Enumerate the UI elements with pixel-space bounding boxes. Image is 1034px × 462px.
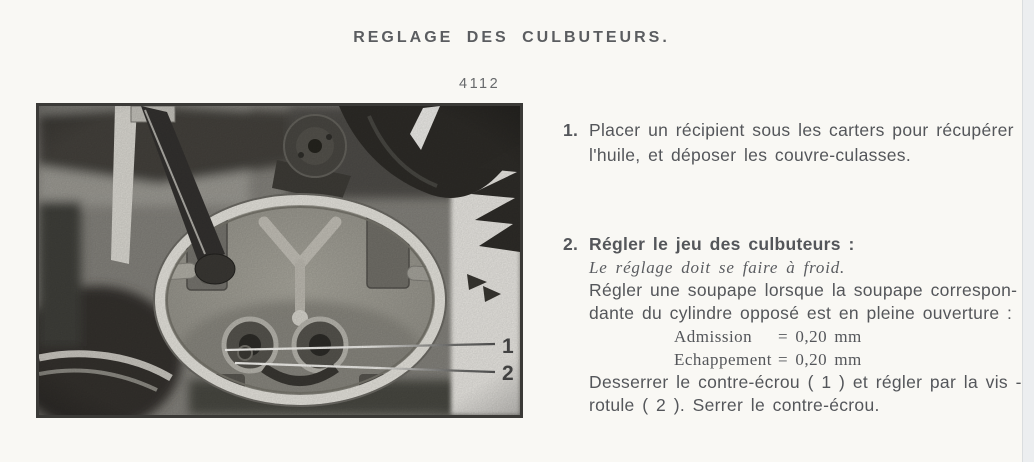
step-2-note: Le réglage doit se faire à froid. bbox=[589, 258, 846, 277]
figure-number: 4112 bbox=[459, 76, 501, 92]
spec-value: = 0,20 mm bbox=[778, 327, 862, 346]
step-2-number: 2. bbox=[563, 234, 579, 254]
step-1 bbox=[563, 118, 1023, 168]
spec-name: Admission bbox=[674, 327, 753, 346]
spec-admission bbox=[674, 325, 1023, 348]
text-line: Régler une soupape lorsque la soupape correspon- bbox=[589, 280, 1018, 300]
step-2-heading: Régler le jeu des culbuteurs : bbox=[589, 234, 855, 254]
text-line: l'huile, et déposer les couvre-culasses. bbox=[589, 145, 912, 165]
text-line: dante du cylindre opposé est en pleine ouverture : bbox=[589, 303, 1013, 323]
engine-photo bbox=[36, 103, 523, 418]
step-2 bbox=[563, 233, 1023, 417]
page-edge bbox=[1022, 0, 1034, 462]
text-line: rotule ( 2 ). Serrer le contre-écrou. bbox=[589, 395, 880, 415]
spec-echappement bbox=[674, 348, 1023, 371]
text-line: Placer un récipient sous les carters pour récupérer bbox=[589, 120, 1014, 140]
spec-value: = 0,20 mm bbox=[778, 350, 862, 369]
engine-photo-art bbox=[39, 106, 520, 415]
spec-name: Echappement bbox=[674, 350, 773, 369]
text-line: Desserrer le contre-écrou ( 1 ) et régler par la vis - bbox=[589, 372, 1022, 392]
page-title: REGLAGE DES CULBUTEURS. bbox=[353, 29, 670, 46]
step-1-number: 1. bbox=[563, 120, 579, 140]
